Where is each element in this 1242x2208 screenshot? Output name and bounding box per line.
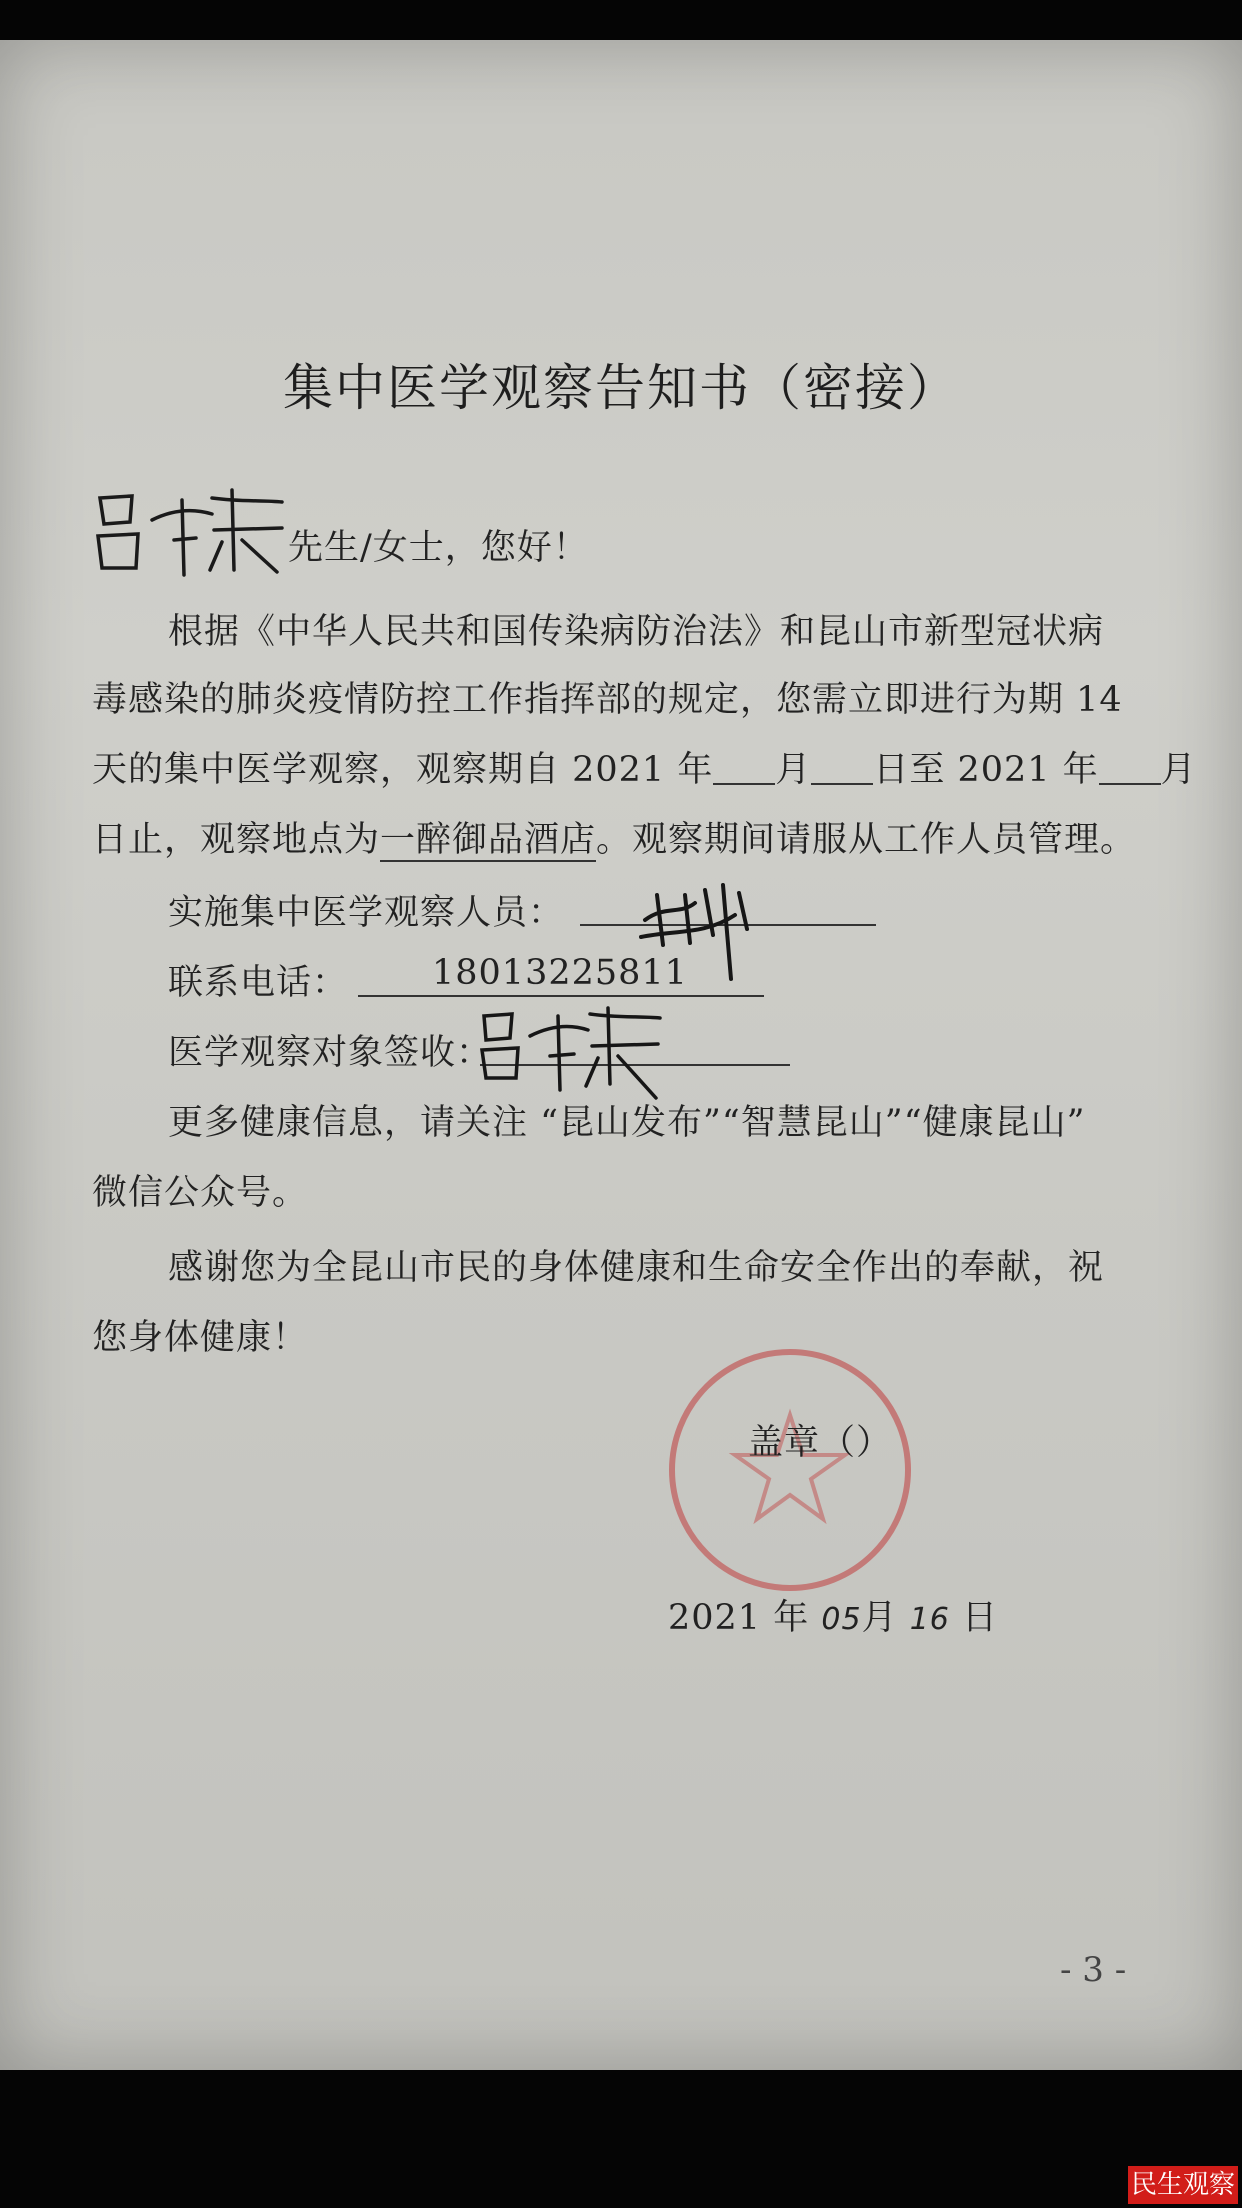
page-number: - 3 - <box>1060 1950 1127 1990</box>
date-month-hand: 05 <box>821 1602 862 1637</box>
official-seal-stamp <box>655 1335 925 1605</box>
month-unit: 月 <box>775 750 812 790</box>
date-year-unit: 年 <box>773 1598 810 1638</box>
greeting-name-signature <box>92 480 292 580</box>
date-year: 2021 <box>668 1598 762 1638</box>
date-line <box>668 1590 998 1640</box>
month-blank-2 <box>1099 753 1161 785</box>
watermark-badge: 民生观察 <box>1128 2166 1238 2204</box>
document-title: 集中医学观察告知书（密接） <box>283 359 959 417</box>
observation-period-start: 天的集中医学观察，观察期自 2021 年 <box>92 750 714 790</box>
body-line-3 <box>92 742 1197 792</box>
thanks-line-1: 感谢您为全昆山市民的身体健康和生命安全作出的奉献，祝 <box>168 1248 1105 1288</box>
observation-period-end: 日至 2021 年 <box>873 750 1099 790</box>
body-line-1: 根据《中华人民共和国传染病防治法》和昆山市新型冠状病 <box>168 612 1105 652</box>
location-tail: 。观察期间请服从工作人员管理。 <box>596 820 1137 860</box>
greeting-text: 先生/女士，您好！ <box>288 528 589 568</box>
phone-label: 联系电话： <box>168 963 349 1003</box>
location-value: 一醉御品酒店 <box>380 820 597 860</box>
month-blank <box>713 753 775 785</box>
thanks-line-2: 您身体健康！ <box>92 1318 309 1358</box>
more-info-line-2: 微信公众号。 <box>92 1173 309 1213</box>
date-day-hand: 16 <box>909 1602 950 1637</box>
subject-label: 医学观察对象签收： <box>168 1033 493 1073</box>
day-blank <box>811 753 873 785</box>
date-day-unit: 日 <box>962 1598 999 1638</box>
month-unit-2: 月 <box>1160 750 1197 790</box>
phone-line <box>358 995 764 997</box>
phone-value: 18013225811 <box>432 953 688 993</box>
subject-signature <box>478 1002 668 1102</box>
seal-label: 盖章（） <box>748 1423 893 1463</box>
location-label: 日止，观察地点为 <box>92 820 381 860</box>
body-line-2: 毒感染的肺炎疫情防控工作指挥部的规定，您需立即进行为期 14 <box>92 680 1123 720</box>
body-line-4 <box>92 812 1136 862</box>
document-page <box>0 40 1242 2070</box>
date-month-unit: 月 <box>861 1598 898 1638</box>
staff-label: 实施集中医学观察人员： <box>168 893 565 933</box>
more-info-line-1: 更多健康信息，请关注 “昆山发布”“智慧昆山”“健康昆山” <box>168 1103 1086 1143</box>
